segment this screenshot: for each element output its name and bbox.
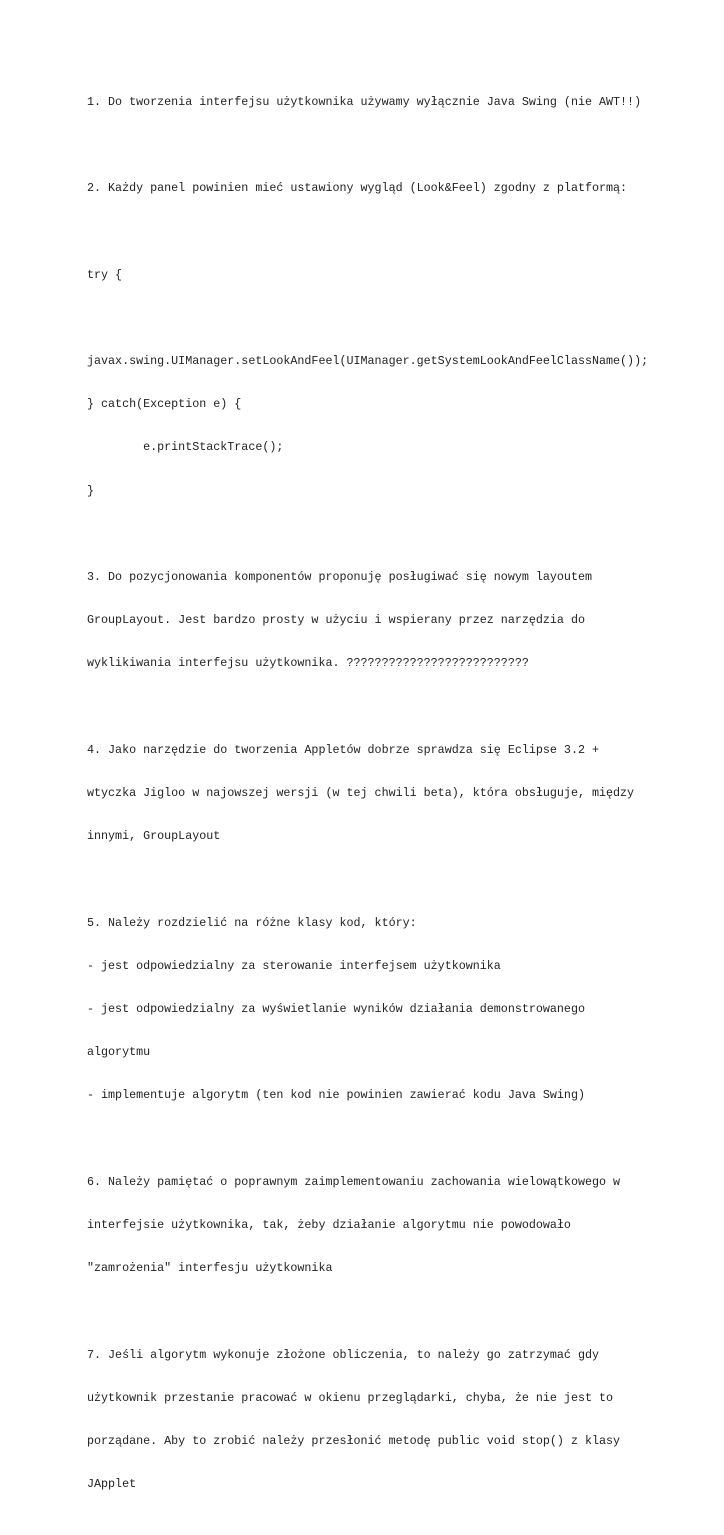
code-line: }: [87, 483, 95, 498]
rule-6-paragraph: [87, 1146, 687, 1304]
text-line: wyklikiwania interfejsu użytkownika. ??????????????????????????: [87, 656, 529, 671]
rule-4-paragraph: [87, 714, 687, 872]
text-line: 4. Jako narzędzie do tworzenia Appletów dobrze sprawdza się Eclipse 3.2 +: [87, 742, 599, 757]
code-line: javax.swing.UIManager.setLookAndFeel(UIManager.getSystemLookAndFeelClassName());: [87, 354, 649, 369]
text-line: interfejsie użytkownika, tak, żeby działanie algorytmu nie powodowało: [87, 1218, 571, 1233]
text-line: innymi, GroupLayout: [87, 829, 221, 844]
code-try-line: [87, 239, 687, 311]
code-line: try {: [87, 267, 123, 282]
rule-5-paragraph: [87, 887, 687, 1132]
text-line: 1. Do tworzenia interfejsu użytkownika używamy wyłącznie Java Swing (nie AWT!!): [87, 94, 642, 109]
text-line: - implementuje algorytm (ten kod nie powinien zawierać kodu Java Swing): [87, 1088, 585, 1103]
text-line: 5. Należy rozdzielić na różne klasy kod, który:: [87, 915, 417, 930]
text-line: porządane. Aby to zrobić należy przesłonić metodę public void stop() z klasy: [87, 1434, 621, 1449]
code-line: } catch(Exception e) {: [87, 397, 242, 412]
rule-7-paragraph: [87, 1319, 687, 1521]
rule-2-paragraph: [87, 152, 687, 224]
text-line: - jest odpowiedzialny za sterowanie interfejsem użytkownika: [87, 958, 501, 973]
rule-1-paragraph: [87, 66, 687, 138]
document-page: [87, 66, 687, 1535]
text-line: 3. Do pozycjonowania komponentów proponuję posługiwać się nowym layoutem: [87, 570, 592, 585]
text-line: algorytmu: [87, 1045, 151, 1060]
text-line: GroupLayout. Jest bardzo prosty w użyciu i wspierany przez narzędzia do: [87, 613, 585, 628]
text-line: użytkownik przestanie pracować w okienu przeglądarki, chyba, że nie jest to: [87, 1390, 614, 1405]
rule-3-paragraph: [87, 541, 687, 699]
text-line: 2. Każdy panel powinien mieć ustawiony wygląd (Look&Feel) zgodny z platformą:: [87, 181, 628, 196]
text-line: 7. Jeśli algorytm wykonuje złożone obliczenia, to należy go zatrzymać gdy: [87, 1347, 599, 1362]
text-line: "zamrożenia" interfesju użytkownika: [87, 1261, 333, 1276]
text-line: - jest odpowiedzialny za wyświetlanie wyników działania demonstrowanego: [87, 1002, 585, 1017]
code-block: [87, 325, 687, 527]
text-line: wtyczka Jigloo w najowszej wersji (w tej chwili beta), która obsługuje, między: [87, 786, 635, 801]
code-line: e.printStackTrace();: [87, 440, 284, 455]
text-line: 6. Należy pamiętać o poprawnym zaimplementowaniu zachowania wielowątkowego w: [87, 1174, 621, 1189]
text-line: JApplet: [87, 1477, 137, 1492]
